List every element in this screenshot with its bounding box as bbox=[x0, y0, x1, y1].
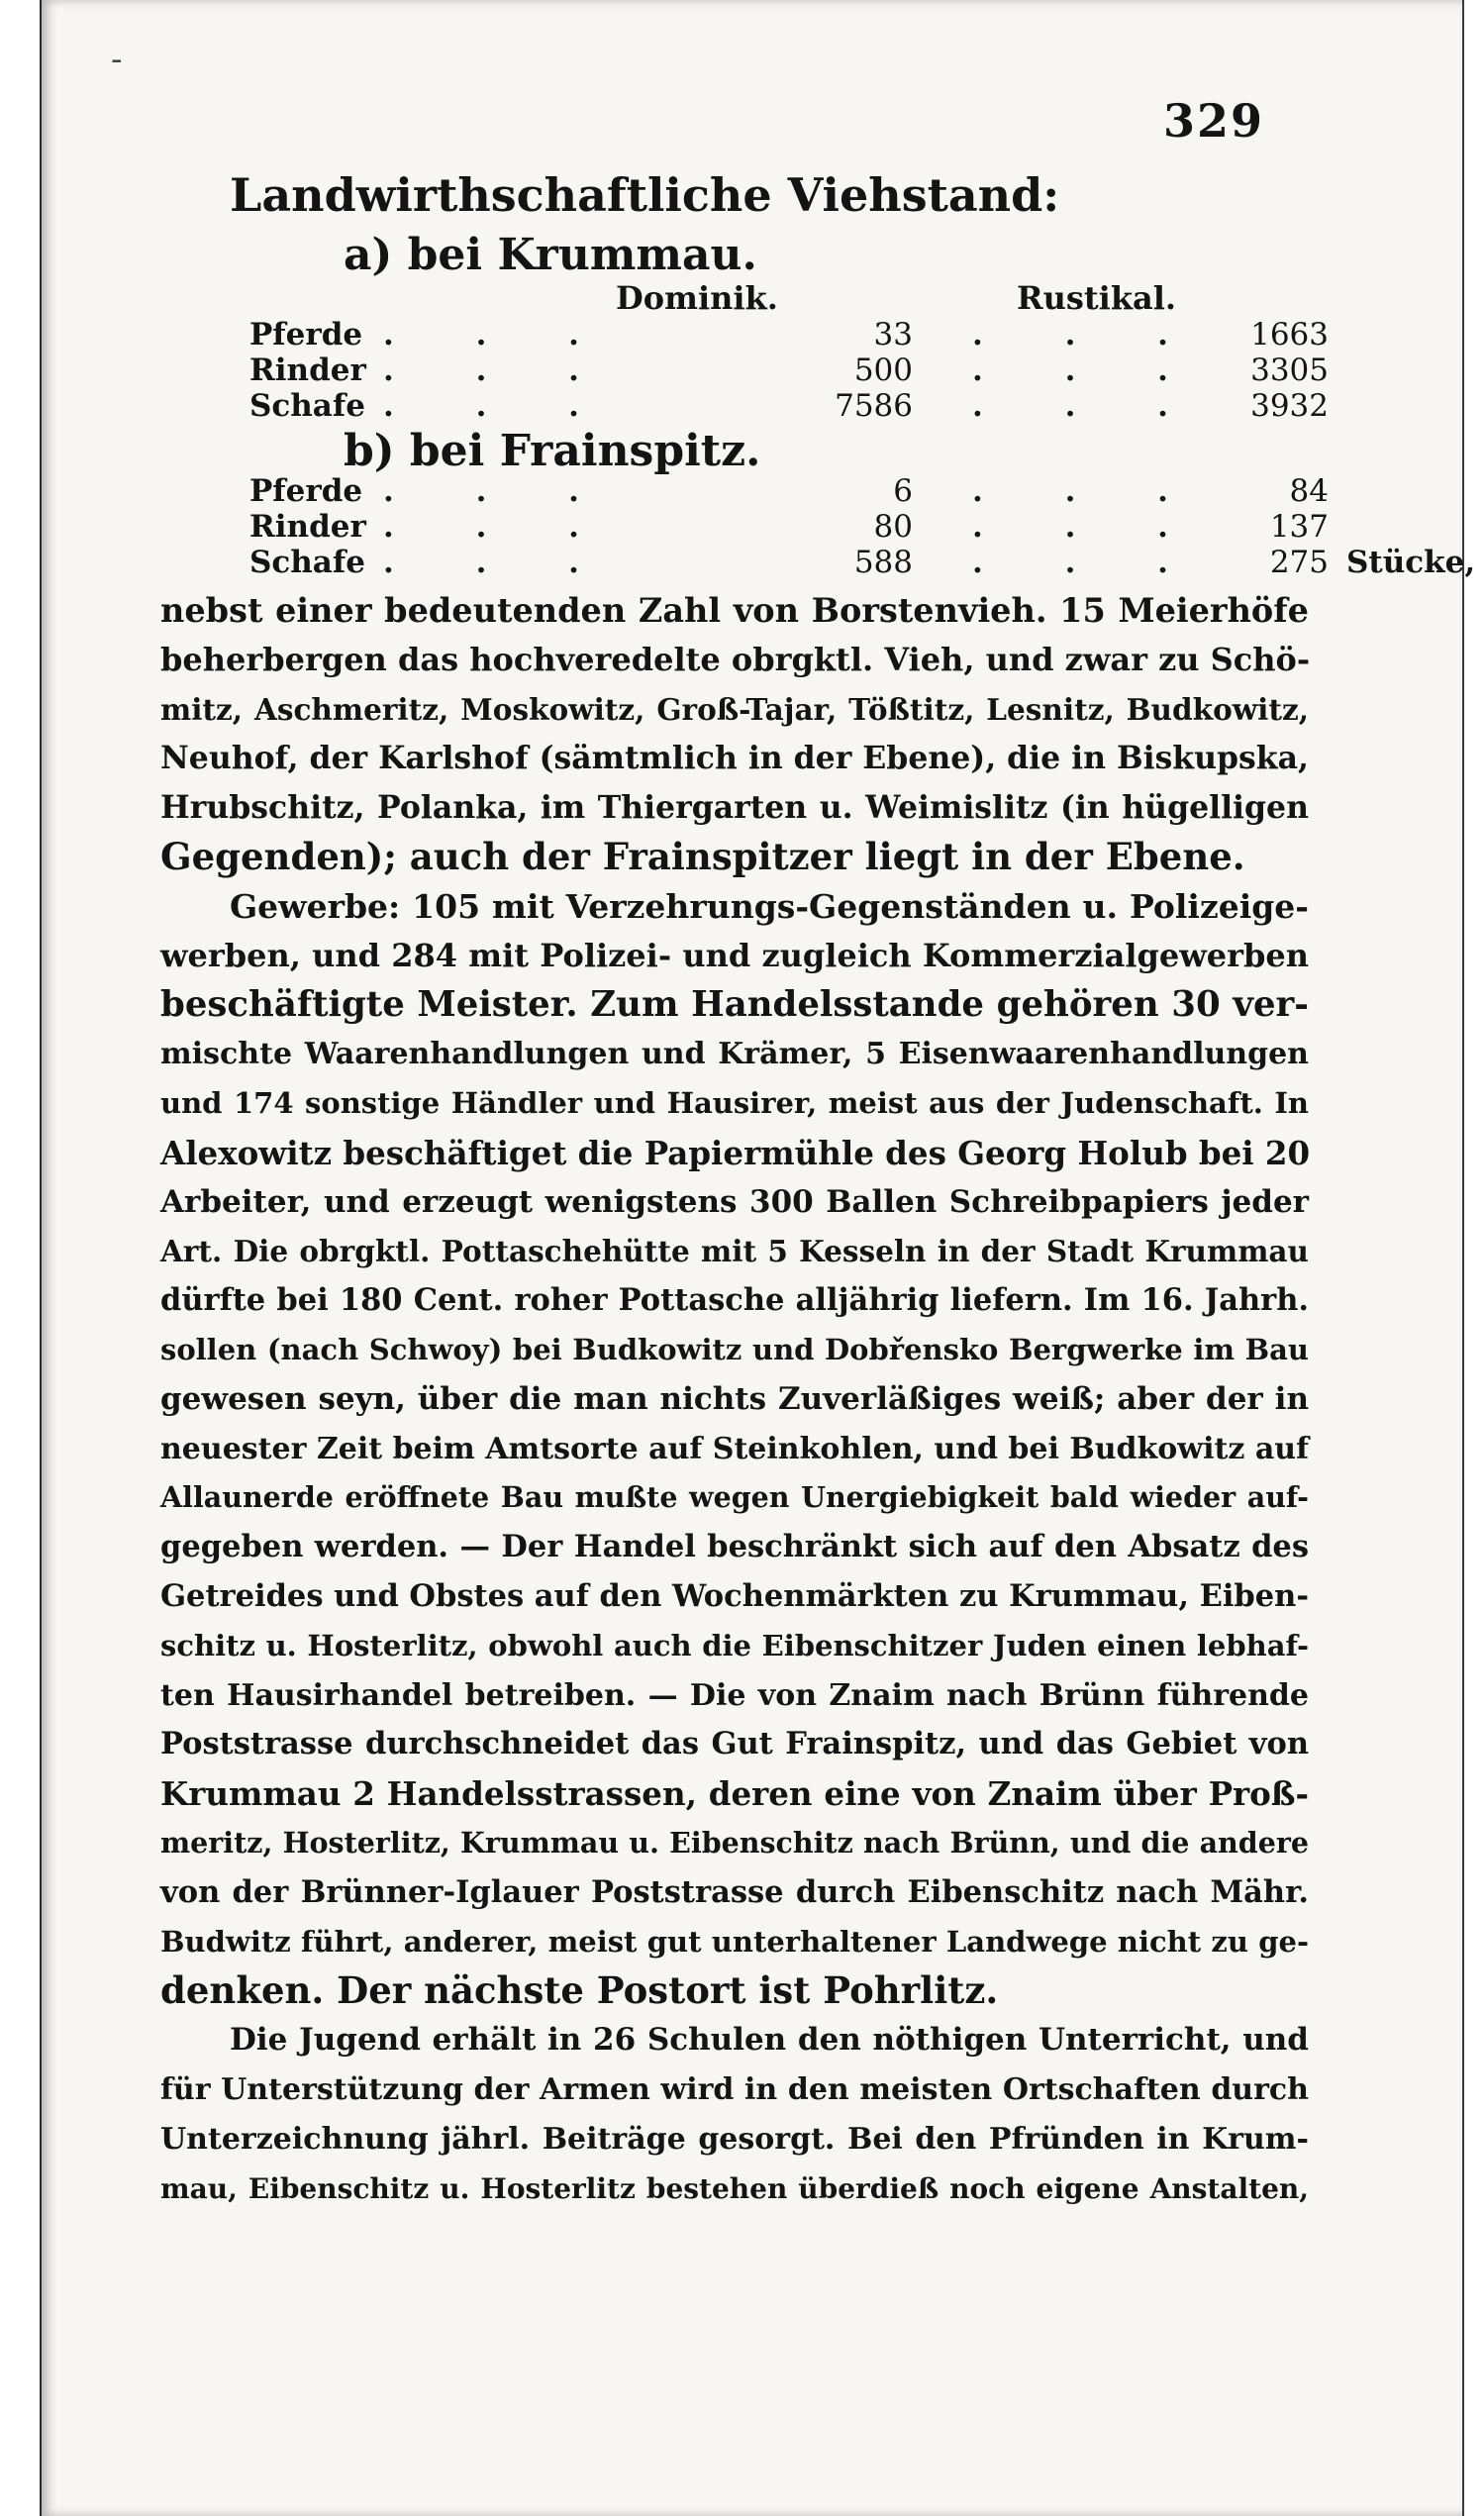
text-line: Art. Die obrgktl. Pottaschehütte mit 5 Kesseln in der Stadt Krummau bbox=[160, 1234, 1309, 1269]
dominik-value: 7586 bbox=[835, 388, 913, 424]
rustikal-value: 275 bbox=[1269, 545, 1329, 580]
dominik-value: 33 bbox=[873, 317, 913, 352]
text-line: mischte Waarenhandlungen und Krämer, 5 Eisenwaarenhandlungen bbox=[160, 1037, 1309, 1072]
leader-dots: . . . bbox=[972, 352, 1204, 388]
rustikal-value: 84 bbox=[1289, 473, 1329, 509]
text-line: sollen (nach Schwoy) bei Budkowitz und Dobřensko Bergwerke im Bau bbox=[160, 1332, 1309, 1366]
leader-dots: . . . bbox=[972, 545, 1204, 580]
leader-dots: . . . bbox=[383, 509, 615, 545]
text-line: Arbeiter, und erzeugt wenigstens 300 Ballen Schreibpapiers jeder bbox=[160, 1183, 1309, 1220]
text-line: Budwitz führt, anderer, meist gut unterhaltener Landwege nicht zu ge- bbox=[160, 1924, 1309, 1959]
text-line: Krummau 2 Handelsstrassen, deren eine von Znaim über Proß- bbox=[160, 1774, 1309, 1814]
table-row bbox=[249, 545, 1476, 582]
text-line: Gegenden); auch der Frainspitzer liegt in der Ebene. bbox=[160, 834, 1245, 878]
section-a-heading: a) bei Krummau. bbox=[344, 230, 757, 280]
table-row bbox=[249, 473, 1329, 511]
section-b-heading: b) bei Frainspitz. bbox=[344, 426, 761, 476]
page-number: 329 bbox=[1162, 94, 1264, 148]
dominik-value: 80 bbox=[873, 509, 913, 545]
column-header-rustikal: Rustikal. bbox=[1017, 279, 1177, 317]
text-line: für Unterstützung der Armen wird in den meisten Ortschaften durch bbox=[160, 2071, 1309, 2107]
unit-label: Stücke, bbox=[1346, 545, 1476, 580]
text-line: Allaunerde eröffnete Bau mußte wegen Unergiebigkeit bald wieder auf- bbox=[160, 1480, 1309, 1515]
text-line: Unterzeichnung jährl. Beiträge gesorgt. Bei den Pfründen in Krum- bbox=[160, 2121, 1309, 2157]
leader-dots: . . . bbox=[383, 388, 615, 424]
body-text bbox=[160, 586, 1309, 2213]
text-line: Poststrasse durchschneidet das Gut Frainspitz, und das Gebiet von bbox=[160, 1726, 1309, 1762]
dominik-value: 6 bbox=[893, 473, 913, 509]
leader-dots: . . . bbox=[972, 388, 1204, 424]
column-header-dominik: Dominik. bbox=[616, 279, 778, 317]
text-line: schitz u. Hosterlitz, obwohl auch die Eibenschitzer Juden einen lebhaf- bbox=[160, 1628, 1309, 1662]
row-label: Pferde bbox=[249, 473, 363, 509]
text-line: Neuhof, der Karlshof (sämtmlich in der Ebene), die in Biskupska, bbox=[160, 740, 1309, 777]
text-line: gewesen seyn, über die man nichts Zuverläßiges weiß; aber der in bbox=[160, 1380, 1309, 1417]
livestock-heading: Landwirthschaftliche Viehstand: bbox=[230, 168, 1060, 222]
text-line: werben, und 284 mit Polizei- und zugleich Kommerzialgewerben bbox=[160, 936, 1309, 974]
text-line: Getreides und Obstes auf den Wochenmärkten zu Krummau, Eiben- bbox=[160, 1577, 1309, 1614]
text-line: mitz, Aschmeritz, Moskowitz, Groß-Tajar, Tößtitz, Lesnitz, Budkowitz, bbox=[160, 691, 1309, 727]
rustikal-value: 1663 bbox=[1250, 317, 1329, 352]
text-line: dürfte bei 180 Cent. roher Pottasche alljährig liefern. Im 16. Jahrh. bbox=[160, 1282, 1309, 1319]
text-line: meritz, Hosterlitz, Krummau u. Eibenschitz nach Brünn, und die andere bbox=[160, 1825, 1309, 1860]
leader-dots: . . . bbox=[383, 473, 615, 509]
text-line: gegeben werden. — Der Handel beschränkt sich auf den Absatz des bbox=[160, 1529, 1309, 1565]
text-line: von der Brünner-Iglauer Poststrasse durch Eibenschitz nach Mähr. bbox=[160, 1873, 1309, 1910]
text-line: Alexowitz beschäftiget die Papiermühle des Georg Holub bei 20 bbox=[160, 1133, 1311, 1172]
leader-dots: . . . bbox=[383, 545, 615, 580]
row-label: Rinder bbox=[249, 509, 366, 545]
dominik-value: 500 bbox=[853, 352, 913, 388]
text-line: ten Hausirhandel betreiben. — Die von Znaim nach Brünn führende bbox=[160, 1677, 1309, 1713]
text-line: neuester Zeit beim Amtsorte auf Steinkohlen, und bei Budkowitz auf bbox=[160, 1431, 1309, 1466]
text-line: Gewerbe: 105 mit Verzehrungs-Gegenständen u. Polizeige- bbox=[230, 886, 1309, 926]
text-line: beherbergen das hochveredelte obrgktl. Vieh, und zwar zu Schö- bbox=[160, 640, 1311, 678]
text-line: nebst einer bedeutenden Zahl von Borstenvieh. 15 Meierhöfe bbox=[160, 591, 1309, 630]
table-row bbox=[249, 352, 1329, 390]
text-line: Die Jugend erhält in 26 Schulen den nöthigen Unterricht, und bbox=[230, 2022, 1309, 2059]
text-line: mau, Eibenschitz u. Hosterlitz bestehen überdieß noch eigene Anstalten, bbox=[160, 2171, 1309, 2205]
rustikal-value: 3305 bbox=[1250, 352, 1329, 388]
text-line: denken. Der nächste Postort ist Pohrlitz. bbox=[160, 1968, 999, 2013]
text-line: Hrubschitz, Polanka, im Thiergarten u. Weimislitz (in hügelligen bbox=[160, 789, 1309, 827]
row-label: Rinder bbox=[249, 352, 366, 388]
text-line: beschäftigte Meister. Zum Handelsstande gehören 30 ver- bbox=[160, 984, 1309, 1026]
leader-dots: . . . bbox=[383, 317, 615, 352]
row-label: Pferde bbox=[249, 317, 363, 352]
row-label: Schafe bbox=[249, 545, 365, 580]
rustikal-value: 3932 bbox=[1250, 388, 1329, 424]
text-line: und 174 sonstige Händler und Hausirer, meist aus der Judenschaft. In bbox=[160, 1085, 1309, 1120]
book-page bbox=[40, 0, 1476, 2516]
leader-dots: . . . bbox=[972, 509, 1204, 545]
table-row bbox=[249, 388, 1329, 426]
leader-dots: . . . bbox=[383, 352, 615, 388]
leader-dots: . . . bbox=[972, 473, 1204, 509]
table-row bbox=[249, 509, 1329, 547]
leader-dots: . . . bbox=[972, 317, 1204, 352]
row-label: Schafe bbox=[249, 388, 365, 424]
dominik-value: 588 bbox=[853, 545, 913, 580]
edge-mark: - bbox=[111, 40, 123, 79]
rustikal-value: 137 bbox=[1269, 509, 1329, 545]
table-row bbox=[249, 317, 1329, 354]
